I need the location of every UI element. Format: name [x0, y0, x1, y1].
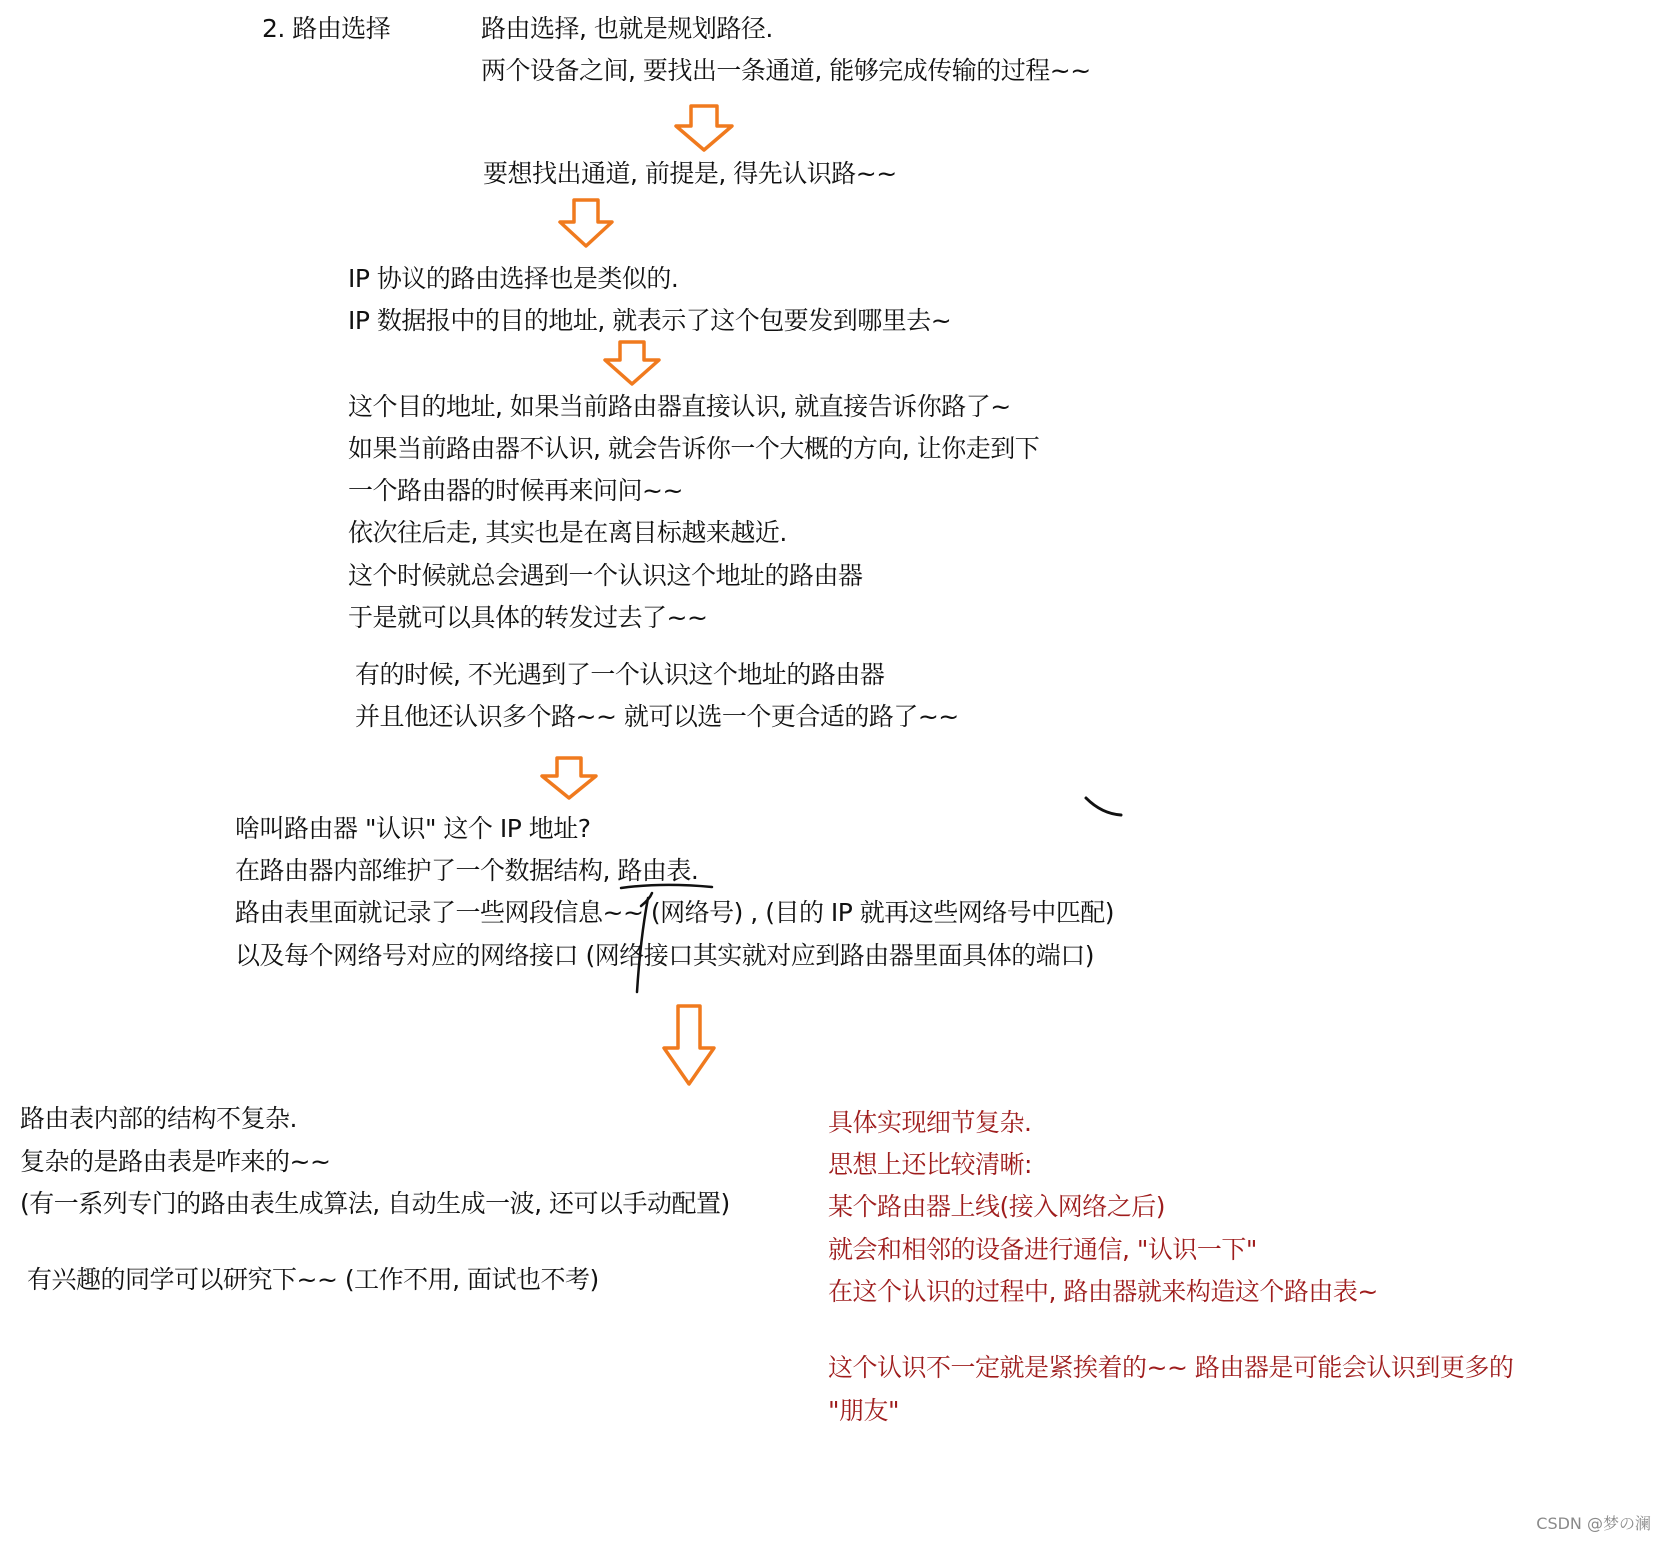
right-note-6: 这个认识不一定就是紧挨着的~~ 路由器是可能会认识到更多的 [828, 1353, 1514, 1382]
left-note-extra: 有兴趣的同学可以研究下~~ (工作不用, 面试也不考) [27, 1265, 599, 1294]
down-arrow-icon [674, 104, 734, 154]
left-note-2: 复杂的是路由表是咋来的~~ [20, 1147, 331, 1176]
step3-line-1: 这个目的地址, 如果当前路由器直接认识, 就直接告诉你路了~ [348, 392, 1011, 421]
step3b-line-1: 有的时候, 不光遇到了一个认识这个地址的路由器 [355, 660, 885, 689]
down-arrow-icon [558, 198, 614, 250]
intro-line-1: 路由选择, 也就是规划路径. [481, 14, 773, 43]
right-note-2: 思想上还比较清晰: [828, 1150, 1032, 1179]
down-arrow-icon [540, 756, 598, 802]
step2-line-2: IP 数据报中的目的地址, 就表示了这个包要发到哪里去~ [348, 306, 952, 335]
down-arrow-icon [662, 1004, 716, 1088]
step3-line-4: 依次往后走, 其实也是在离目标越来越近. [348, 518, 787, 547]
step3-line-5: 这个时候就总会遇到一个认识这个地址的路由器 [348, 561, 863, 590]
step3-line-6: 于是就可以具体的转发过去了~~ [348, 603, 708, 632]
step3-line-2: 如果当前路由器不认识, 就会告诉你一个大概的方向, 让你走到下 [348, 434, 1040, 463]
right-note-1: 具体实现细节复杂. [828, 1108, 1032, 1137]
left-note-1: 路由表内部的结构不复杂. [20, 1104, 297, 1133]
step4-line-3: 路由表里面就记录了一些网段信息~~ (网络号) , (目的 IP 就再这些网络号中匹配) [235, 898, 1115, 927]
step4-line-1: 啥叫路由器 "认识" 这个 IP 地址? [235, 814, 591, 843]
right-note-5: 在这个认识的过程中, 路由器就来构造这个路由表~ [828, 1277, 1378, 1306]
watermark: CSDN @梦の澜 [1536, 1514, 1651, 1533]
step3b-line-2: 并且他还认识多个路~~ 就可以选一个更合适的路了~~ [355, 702, 959, 731]
right-note-4: 就会和相邻的设备进行通信, "认识一下" [828, 1235, 1257, 1264]
right-note-3: 某个路由器上线(接入网络之后) [828, 1192, 1166, 1221]
intro-line-2: 两个设备之间, 要找出一条通道, 能够完成传输的过程~~ [481, 56, 1091, 85]
step4-line-4: 以及每个网络号对应的网络接口 (网络接口其实就对应到路由器里面具体的端口) [235, 941, 1094, 970]
step1-line: 要想找出通道, 前提是, 得先认识路~~ [483, 159, 897, 188]
right-note-7: "朋友" [828, 1396, 899, 1425]
step4-line-2: 在路由器内部维护了一个数据结构, 路由表. [235, 856, 699, 885]
step2-line-1: IP 协议的路由选择也是类似的. [348, 264, 679, 293]
section-heading: 2. 路由选择 [262, 14, 391, 43]
step3-line-3: 一个路由器的时候再来问问~~ [348, 476, 683, 505]
down-arrow-icon [603, 340, 661, 388]
left-note-3: (有一系列专门的路由表生成算法, 自动生成一波, 还可以手动配置) [20, 1189, 730, 1218]
